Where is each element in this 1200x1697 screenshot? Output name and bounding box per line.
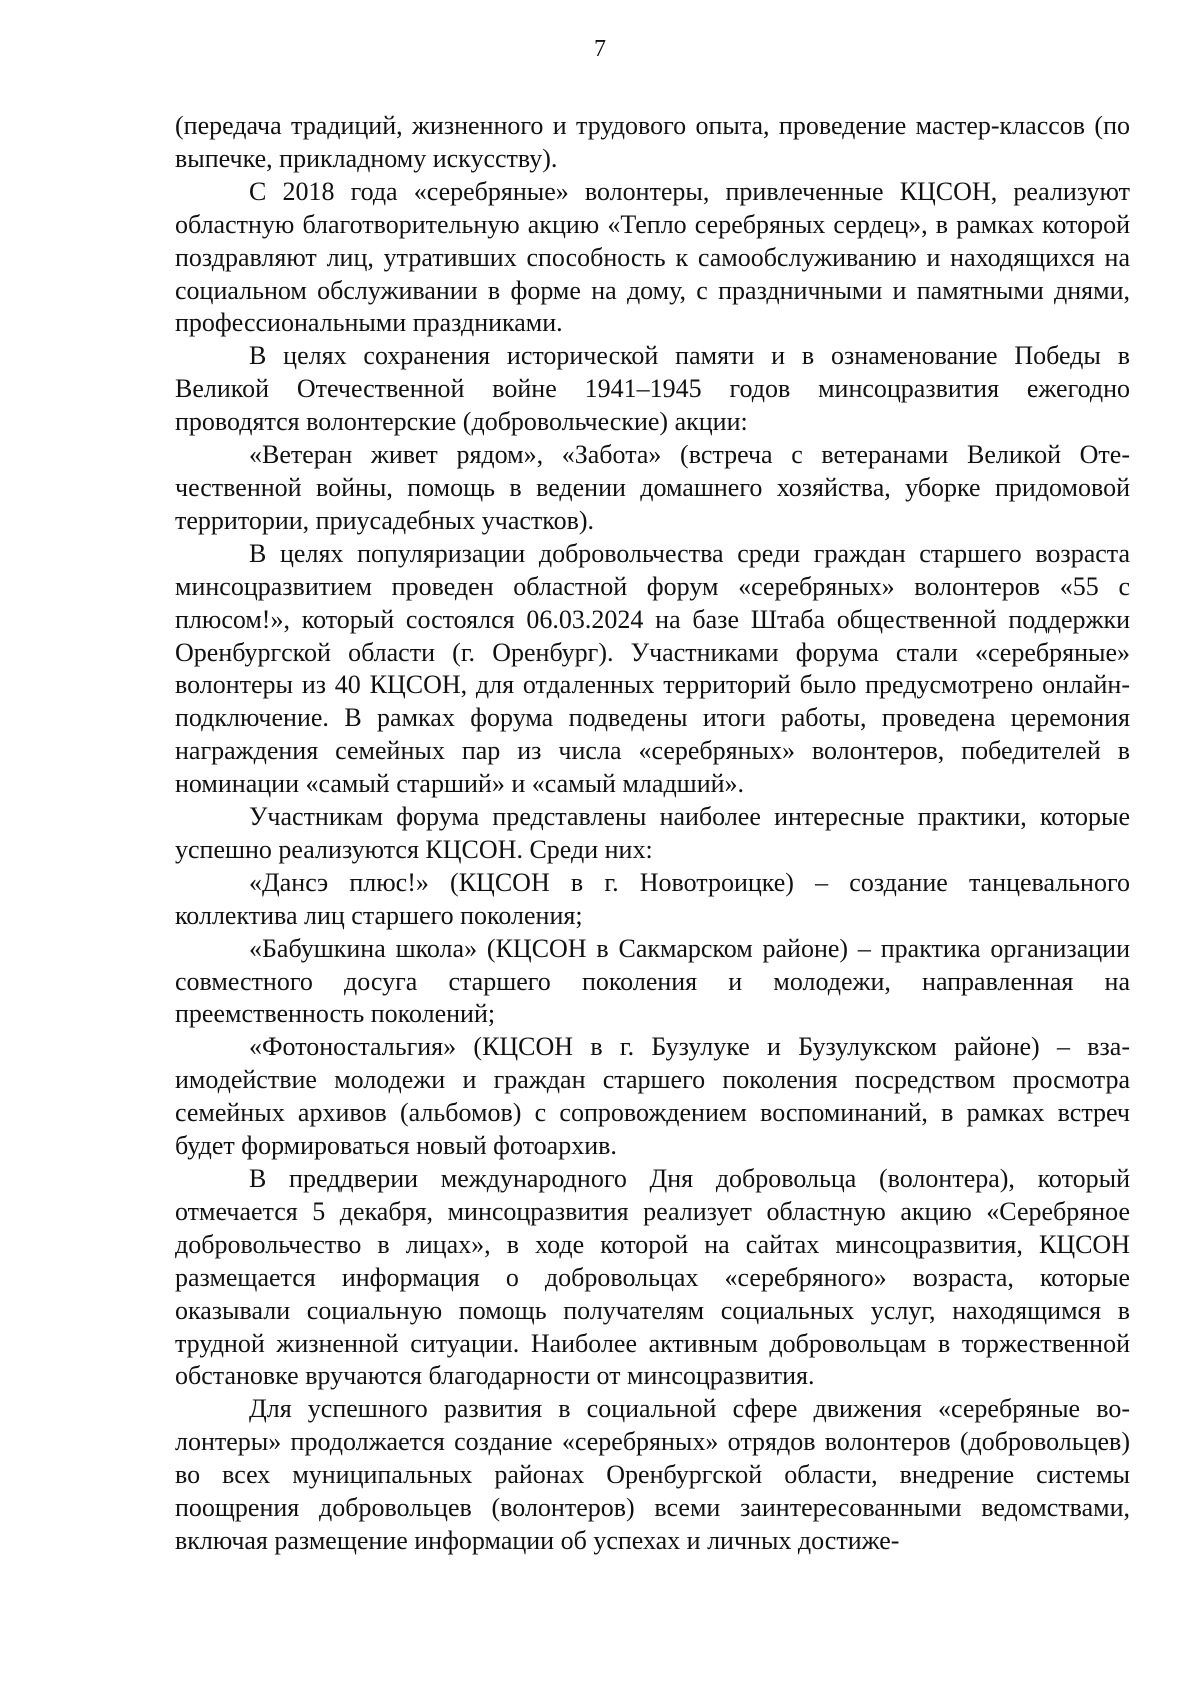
paragraph: «Дансэ плюс!» (КЦСОН в г. Новотроицке) – создание танцевального коллектива лиц старшего поколения; <box>175 867 1130 930</box>
paragraph: «Ветеран живет рядом», «Забота» (встреча с ветеранами Великой Отечественной войны, помощь в ведении домашнего хозяйства, уборке придомовой территории, приусадебных участков). <box>175 440 1130 535</box>
paragraph: С 2018 года «серебряные» волонтеры, привлеченные КЦСОН, реализуют областную благотворительную акцию «Тепло серебряных сердец», в рамках которой поздравляют лиц, утративших способность к самообслуживанию и находящихся на социальном обслуживании в форме на дому, с праздничными и памятными днями, профессиональными праздниками. <box>175 176 1130 338</box>
document-body <box>175 110 1130 1558</box>
paragraph: Для успешного развития в социальной сфере движения «серебряные волонтеры» продолжается создание «серебряных» отрядов волонтеров (добровольцев) во всех муниципальных районах Оренбургской области, внедрение системы поощрения добровольцев (волонтеров) всеми заинтересованными ведомствами, включая размещение информации об успехах и личных достиже- <box>175 1394 1130 1555</box>
paragraph: В целях сохранения исторической памяти и в ознаменование Победы в Великой Отечественной войне 1941–1945 годов минсоцразвития ежегодно проводятся волонтерские (добровольческие) акции: <box>175 341 1130 437</box>
paragraph: «Фотоностальгия» (КЦСОН в г. Бузулуке и Бузулукском районе) – взаимодействие молодежи и граждан старшего поколения посредством просмотра семейных архивов (альбомов) с сопровождением воспоминаний, в рамках встреч будет формироваться новый фотоархив. <box>175 1032 1130 1161</box>
paragraph: В целях популяризации добровольчества среди граждан старшего возраста минсоцразвитием проведен областной форум «серебряных» волонтеров «55 с плюсом!», который состоялся 06.03.2024 на базе Штаба общественной поддержки Оренбургской области (г. Оренбург). Участниками форума стали «серебряные» волонтеры из 40 КЦСОН, для отдаленных территорий было предусмотрено онлайн-подключение. В рамках форума подведены итоги работы, проведена церемония награждения семейных пар из числа «серебряных» волонтеров, победителей в номинации «самый старший» и «самый младший». <box>175 538 1130 799</box>
paragraph: Участникам форума представлены наиболее интересные практики, которые успешно реализуются КЦСОН. Среди них: <box>175 802 1130 864</box>
paragraph: (передача традиций, жизненного и трудового опыта, проведение мастер-классов (по выпечке, прикладному искусству). <box>175 111 1130 173</box>
paragraph: «Бабушкина школа» (КЦСОН в Сакмарском районе) – практика организации совместного досуга старшего поколения и молодежи, направленная на преемственность поколений; <box>175 933 1130 1029</box>
page-number: 7 <box>594 36 606 62</box>
paragraph: В преддверии международного Дня добровольца (волонтера), который отмечается 5 декабря, минсоцразвития реализует областную акцию «Серебряное добровольчество в лицах», в ходе которой на сайтах минсоцразвития, КЦСОН размещается информация о добровольцах «серебряного» возраста, которые оказывали социальную помощь получателям социальных услуг, находящимся в трудной жизненной ситуации. Наиболее активным добровольцам в торжественной обстановке вручаются благодарности от минсоцразвития. <box>175 1164 1130 1391</box>
